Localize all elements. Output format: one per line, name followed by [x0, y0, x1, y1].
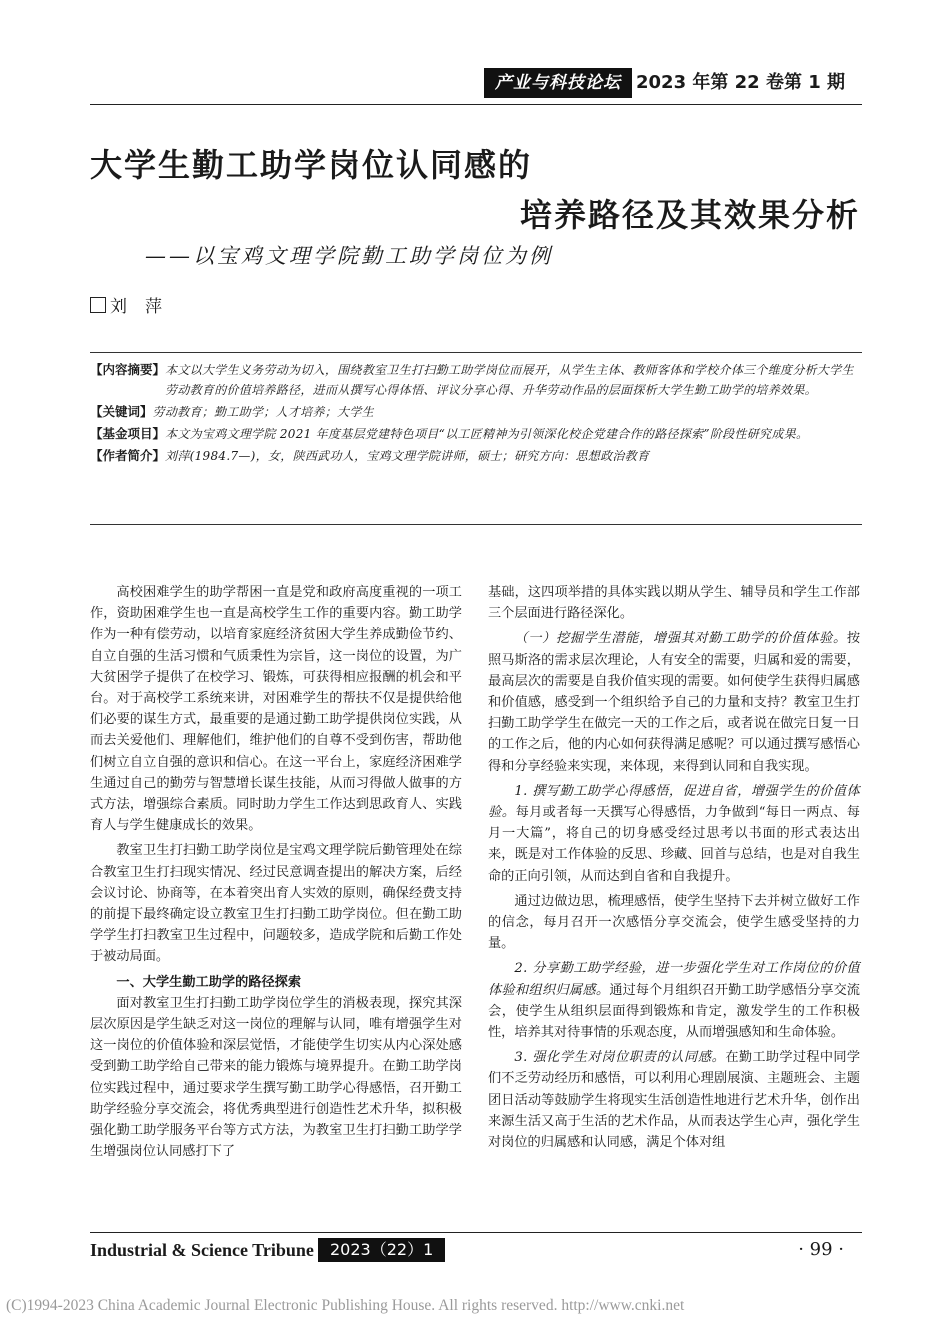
author-intro-row: [90, 446, 862, 466]
issue-badge: 2023（22）1: [318, 1238, 445, 1262]
journal-issue: 2023 年第 22 卷第 1 期: [636, 72, 846, 93]
abstract-row: [90, 360, 862, 400]
body-right-column: [488, 582, 860, 1157]
meta-top-rule: [90, 352, 862, 353]
article-title-line2: 培养路径及其效果分析: [519, 196, 860, 234]
meta-bottom-rule: [90, 524, 862, 525]
fund-text: 本文为宝鸡文理学院 2021 年度基层党建特色项目“以工匠精神为引领深化校企党建合作的路径探索”阶段性研究成果。: [165, 427, 809, 441]
paragraph-text: 按照马斯洛的需求层次理论，人有安全的需要，归属和爱的需要，最高层次的需要是自我价值实现的需要。如何使学生获得归属感和价值感，感受到一个组织给予自己的力量和支持？教室卫生打扫勤工助学学生在做完一天的工作之后，或者说在做完日复一日的工作之后，他的内心如何获得满足感呢？可以通过撰写感悟心得和分享经验来实现，来体现，来得到认同和自我实现。: [488, 631, 860, 774]
author-name: 刘萍: [110, 297, 180, 317]
author-line: [90, 292, 180, 317]
abstract-label: 【内容摘要】: [90, 362, 166, 377]
keywords-label: 【关键词】: [90, 404, 153, 419]
paragraph: 面对教室卫生打扫勤工助学岗位学生的消极表现，探究其深层次原因是学生缺乏对这一岗位的理解与认同，唯有增强学生对这一岗位的价值体验和深层觉悟，才能使学生切实从内心深处感受到勤工助学给自己带来的能力锻炼与境界提升。在勤工助学岗位实践过程中，通过要求学生撰写勤工助学心得感悟，召开勤工助学经验分享交流会，将优秀典型进行创造性艺术升华，拟积极强化勤工助学服务平台等方式方法，为教室卫生打扫勤工助学学生增强岗位认同感打下了: [90, 995, 462, 1160]
abstract-text: 本文以大学生义务劳动为切入，围绕教室卫生打扫勤工助学岗位而展开，从学生主体、教师客体和学校介体三个维度分析大学生劳动教育的价值培养路径，进而从撰写心得体悟、评议分享心得、升华劳动作品的层面探析大学生勤工助学的培养效果。: [165, 363, 854, 397]
paragraph-lead: 3. 强化学生对岗位职责的认同感。: [514, 1050, 726, 1066]
paragraph-lead: （一）挖掘学生潜能，增强其对勤工助学的价值体验。: [514, 631, 847, 647]
author-box-icon: [90, 297, 106, 313]
body-left-column: [90, 582, 462, 1166]
paragraph-text: 在勤工助学过程中同学们不乏劳动经历和感悟，可以利用心理剧展演、主题班会、主题团日活动等鼓励学生将现实生活创造性地进行艺术升华，创作出来源生活又高于生活的艺术作品，从而表达学生心声，强化学生对岗位的归属感和认同感，满足个体对组: [488, 1050, 861, 1151]
article-title-line1: 大学生勤工助学岗位认同感的: [90, 146, 533, 184]
paragraph: 高校困难学生的助学帮困一直是党和政府高度重视的一项工作，资助困难学生也一直是高校学生工作的重要内容。勤工助学作为一种有偿劳动，以培育家庭经济贫困大学生养成勤俭节约、自立自强的生活习惯和气质秉性为宗旨，这一岗位的设置，为广大贫困学子提供了在校学习、锻炼，可获得相应报酬的机会和平台。对于高校学工系统来讲，对困难学生的帮扶不仅是提供给他们必要的谋生方式，最重要的是通过勤工助学提供岗位实践，从而去关爱他们、理解他们，维护他们的自尊不受到伤害，帮助他们树立自立自强的意识和信心。在这一平台上，家庭经济困难学生通过自己的勤劳与智慧增长谋生技能，从而习得做人做事的方式方法，增强综合素质。同时助力学生工作达到思政育人、实践育人与学生健康成长的效果。: [90, 585, 462, 834]
copyright-notice: (C)1994-2023 China Academic Journal Electronic Publishing House. All rights reserved. http://www.cnki.net: [6, 1297, 685, 1314]
keywords-row: [90, 402, 862, 422]
paragraph: 通过边做边思，梳理感悟，使学生坚持下去并树立做好工作的信念，每月召开一次感悟分享交流会，使学生感受坚持的力量。: [488, 893, 860, 952]
section-heading: 一、大学生勤工助学的路径探索: [116, 974, 302, 990]
journal-name-badge: 产业与科技论坛: [484, 68, 632, 98]
keywords-text: 劳动教育；勤工助学；人才培养；大学生: [152, 405, 374, 419]
journal-english-title: Industrial & Science Tribune: [90, 1240, 314, 1260]
header-rule: [90, 104, 862, 105]
author-intro-label: 【作者简介】: [90, 448, 166, 463]
page-number: · 99 ·: [798, 1239, 844, 1260]
author-intro-text: 刘萍(1984.7—)，女，陕西武功人，宝鸡文理学院讲师，硕士；研究方向：思想政治教育: [165, 449, 650, 463]
footer-rule: [90, 1232, 862, 1233]
paragraph: [488, 1047, 860, 1153]
paragraph: 基础，这四项举措的具体实践以期从学生、辅导员和学生工作部三个层面进行路径深化。: [488, 585, 860, 622]
fund-label: 【基金项目】: [90, 426, 166, 441]
paragraph: [488, 958, 860, 1043]
paragraph-text: 通过每个月组织召开勤工助学感悟分享交流会，使学生从组织层面得到锻炼和肯定，激发学生的工作积极性，培养其对待事情的乐观态度，从而增强感知和生命体验。: [488, 982, 860, 1041]
paragraph: [488, 781, 860, 887]
paragraph-text: 每月或者每一天撰写心得感悟，力争做到“每日一两点、每月一大篇”，将自己的切身感受经过思考以书面的形式表达出来，既是对工作体验的反思、珍藏、回首与总结，也是对自我生命的正向引领，从而达到自省和自我提升。: [488, 805, 860, 884]
paragraph: 教室卫生打扫勤工助学岗位是宝鸡文理学院后勤管理处在综合教室卫生打扫现实情况、经过民意调查提出的解决方案，后经会议讨论、协商等，在本着突出育人实效的原则，确保经费支持的前提下最终确定设立教室卫生打扫勤工助学岗位。但在勤工助学学生打扫教室卫生过程中，问题较多，造成学院和后勤工作处于被动局面。: [90, 843, 462, 965]
paragraph-lead: 1. 撰写勤工助学心得感悟，促进自省，增强学生的价值体验。: [488, 783, 860, 821]
meta-block: [90, 360, 862, 466]
article-subtitle: ——以宝鸡文理学院勤工助学岗位为例: [145, 244, 553, 268]
fund-row: [90, 424, 862, 444]
paragraph-lead: 2. 分享勤工助学经验，进一步强化学生对工作岗位的价值体验和组织归属感。: [488, 961, 860, 998]
paragraph: [488, 628, 860, 776]
